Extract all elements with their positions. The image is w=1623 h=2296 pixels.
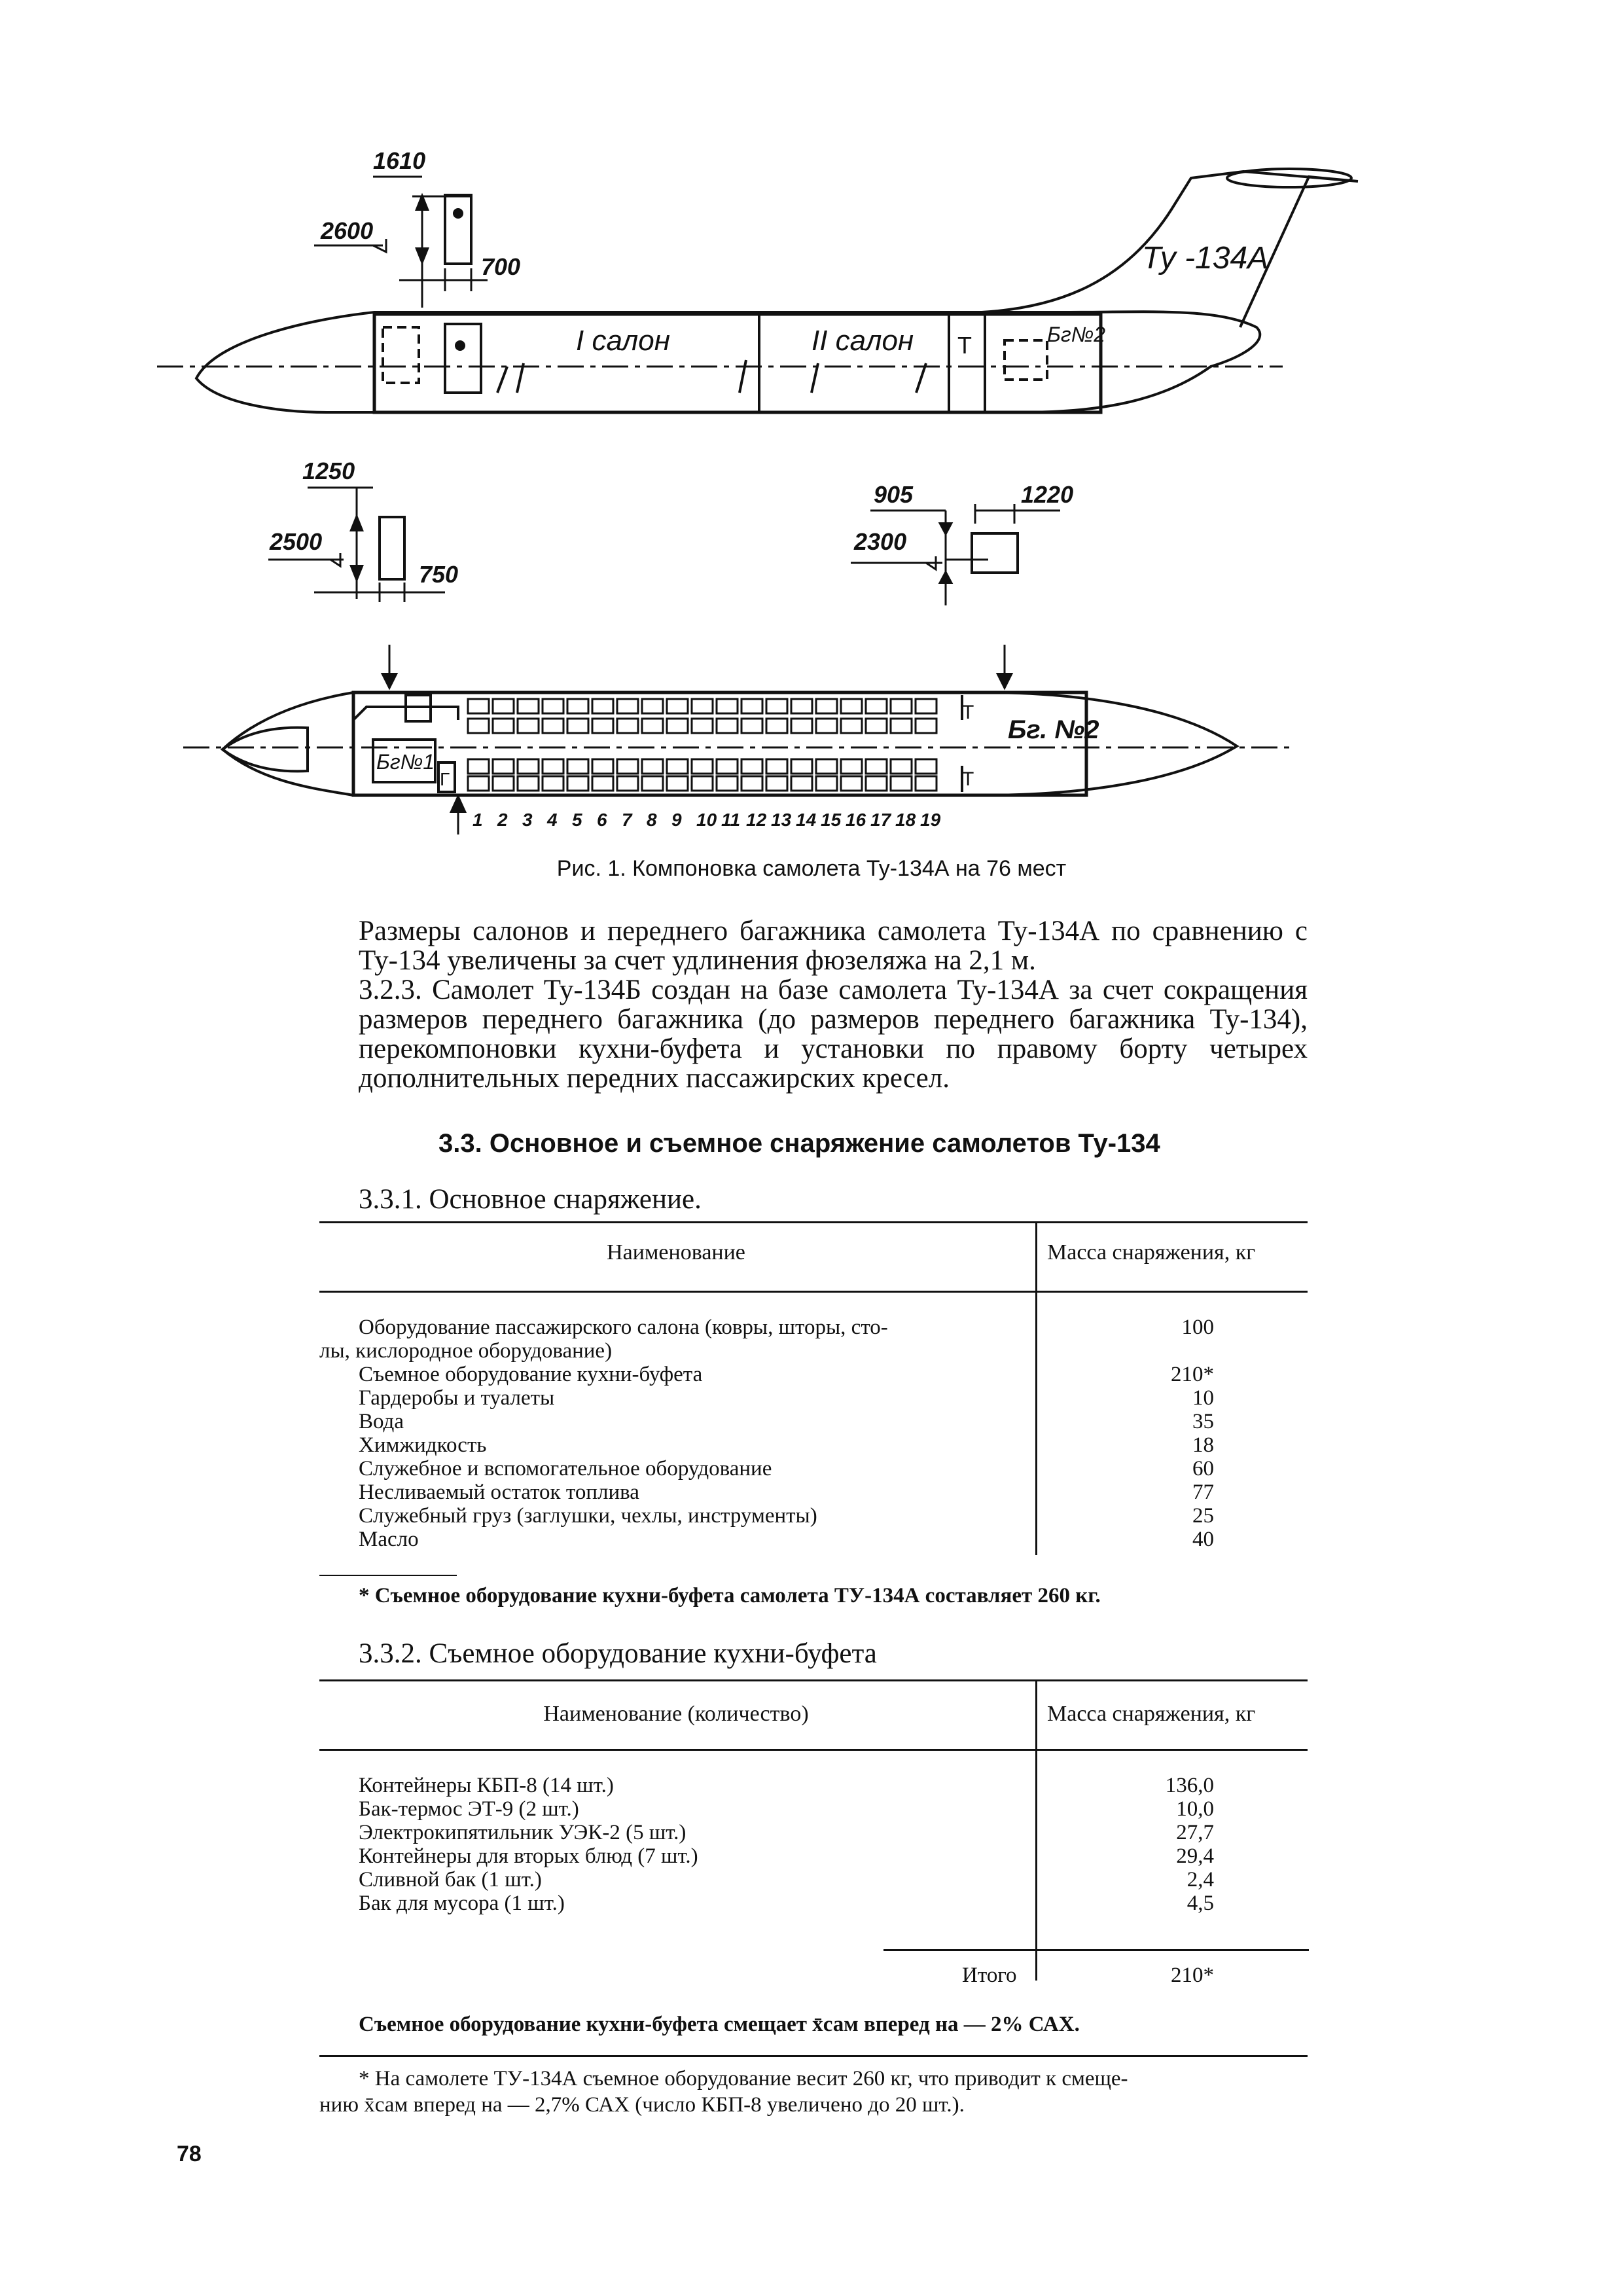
table-row	[319, 1386, 1308, 1410]
row-number: 18	[895, 810, 916, 830]
seat	[866, 776, 887, 791]
table1-top-rule	[319, 1221, 1308, 1223]
table-cell-value: 2,4	[1186, 1868, 1214, 1892]
seat	[468, 759, 489, 774]
seat	[791, 719, 812, 733]
seat	[766, 719, 787, 733]
side-dim-width: 700	[481, 253, 521, 280]
table2-col-mass: Масса снаряжения, кг	[1047, 1702, 1256, 1726]
row-number: 6	[597, 810, 607, 830]
table-row	[319, 1433, 1308, 1457]
seat	[866, 699, 887, 713]
table1-footnote: * Съемное оборудование кухни-буфета самолета ТУ-134А составляет 260 кг.	[359, 1584, 1101, 1607]
seat	[866, 759, 887, 774]
row-number: 4	[547, 810, 558, 830]
seat	[567, 776, 588, 791]
seat	[518, 776, 539, 791]
seat	[667, 759, 688, 774]
seat	[592, 776, 613, 791]
aircraft-layout-figure	[0, 0, 1623, 870]
seat	[816, 699, 837, 713]
door2-dim-height: 2300	[854, 528, 907, 555]
seat	[891, 759, 912, 774]
table1-heading: 3.3.1. Основное снаряжение.	[359, 1184, 702, 1215]
seat	[916, 759, 936, 774]
side-baggage2-label: Бг№2	[1047, 323, 1106, 346]
seat	[642, 719, 663, 733]
table-row	[319, 1821, 1308, 1844]
seat	[891, 719, 912, 733]
table-cell-name: Электрокипятильник УЭК-2 (5 шт.)	[359, 1821, 687, 1844]
table-cell-value: 10,0	[1176, 1797, 1214, 1821]
seat	[518, 699, 539, 713]
table-row	[319, 1504, 1308, 1528]
seat	[592, 719, 613, 733]
table-cell-name: Гардеробы и туалеты	[359, 1386, 555, 1410]
plan-view	[183, 645, 1296, 834]
table1-col-name: Наименование	[607, 1240, 745, 1265]
table-cell-value: 18	[1192, 1433, 1214, 1457]
table-row	[319, 1457, 1308, 1480]
table2-foot-rule	[319, 2055, 1308, 2057]
seat	[741, 776, 762, 791]
seat	[741, 699, 762, 713]
plan-galley-label: Г	[440, 769, 450, 789]
seat	[841, 759, 862, 774]
side-dim-top: 1610	[373, 147, 426, 174]
table2-total-rule	[883, 1949, 1309, 1951]
table-cell-name: Вода	[359, 1410, 404, 1433]
seat	[543, 719, 563, 733]
seat	[617, 759, 638, 774]
table-cell-name: Бак для мусора (1 шт.)	[359, 1892, 565, 1915]
seat	[891, 699, 912, 713]
table-cell-name: Оборудование пассажирского салона (ковры, шторы, сто-	[359, 1316, 888, 1339]
seat	[692, 719, 713, 733]
seat	[543, 759, 563, 774]
table2-heading: 3.3.2. Съемное оборудование кухни-буфета	[359, 1638, 877, 1669]
seat	[791, 776, 812, 791]
table-cell-value: 29,4	[1176, 1844, 1214, 1868]
seat	[916, 776, 936, 791]
door1-dim-width: 750	[419, 561, 459, 588]
side-toilet-label: Т	[957, 332, 972, 359]
table1-body	[319, 1316, 1308, 1551]
section-title: 3.3. Основное и съемное снаряжение самолетов Ту-134	[438, 1129, 1160, 1158]
table-cell-value: 100	[1181, 1316, 1214, 1339]
seat	[493, 699, 514, 713]
table-cell-value: 40	[1192, 1528, 1214, 1551]
table2-footnote-1: * На самолете ТУ-134А съемное оборудование весит 260 кг, что приводит к смеще-	[359, 2067, 1128, 2090]
table2-footnote-2: нию x̄сам вперед на — 2,7% САХ (число КБП-8 увеличено до 20 шт.).	[319, 2093, 965, 2117]
table2-body	[319, 1774, 1308, 1915]
table2-total-label: Итого	[962, 1964, 1017, 1987]
seat	[493, 776, 514, 791]
table-row	[319, 1480, 1308, 1504]
row-number: 3	[522, 810, 533, 830]
seat	[642, 699, 663, 713]
table-cell-name: Сливной бак (1 шт.)	[359, 1868, 542, 1892]
seat	[741, 719, 762, 733]
seat	[717, 699, 738, 713]
page-number: 78	[177, 2142, 202, 2166]
seat	[717, 719, 738, 733]
seat	[717, 759, 738, 774]
table-row	[319, 1410, 1308, 1433]
table1-head-rule	[319, 1291, 1308, 1293]
seat	[468, 776, 489, 791]
paragraph-2: 3.2.3. Самолет Ту-134Б создан на базе самолета Ту-134А за счет сокращения размеров переднего багажника (до размеров переднего багажника Ту-134), перекомпоновки кухни-буфета и установки по правому борту четырех дополнительных передних пассажирских кресел.	[359, 975, 1308, 1094]
table-cell-name: Бак-термос ЭТ-9 (2 шт.)	[359, 1797, 579, 1821]
seat	[916, 699, 936, 713]
seat	[617, 719, 638, 733]
seat	[617, 776, 638, 791]
table-cell-value: 136,0	[1165, 1774, 1214, 1797]
door-detail-2	[851, 481, 1073, 605]
paragraph-1: Размеры салонов и переднего багажника самолета Ту-134А по сравнению с Ту-134 увеличены за счет удлинения фюзеляжа на 2,1 м.	[359, 916, 1308, 976]
seat	[468, 699, 489, 713]
seat	[717, 776, 738, 791]
side-tail-label: Ту -134А	[1142, 241, 1269, 276]
seat	[567, 719, 588, 733]
seat	[667, 776, 688, 791]
seat	[816, 719, 837, 733]
table-cell-name: Съемное оборудование кухни-буфета	[359, 1363, 703, 1386]
door1-dim-height: 2500	[270, 528, 323, 555]
table-cell-name: Несливаемый остаток топлива	[359, 1480, 639, 1504]
table-cell-name: Служебный груз (заглушки, чехлы, инструменты)	[359, 1504, 817, 1528]
row-number: 10	[696, 810, 717, 830]
door2-dim-width: 1220	[1021, 481, 1074, 508]
table2-total-value: 210*	[1171, 1964, 1214, 1987]
table-cell-value: 4,5	[1186, 1892, 1214, 1915]
row-number: 15	[821, 810, 842, 830]
seat	[567, 759, 588, 774]
seat	[816, 759, 837, 774]
plan-baggage2-label: Бг. №2	[1008, 715, 1099, 744]
seat	[543, 699, 563, 713]
side-view	[157, 147, 1358, 412]
table-cell-name: лы, кислородное оборудование)	[319, 1339, 613, 1363]
seat	[667, 699, 688, 713]
table-cell-name: Химжидкость	[359, 1433, 487, 1457]
seat	[493, 759, 514, 774]
table-row	[319, 1339, 1308, 1363]
seat	[692, 699, 713, 713]
seat	[567, 699, 588, 713]
side-cabin-outline	[374, 314, 1101, 412]
seat	[692, 776, 713, 791]
side-cabin1-label: I салон	[576, 325, 670, 357]
seat	[592, 759, 613, 774]
row-number: 11	[721, 810, 741, 830]
seat	[841, 776, 862, 791]
seat	[642, 759, 663, 774]
table-cell-value: 210*	[1171, 1363, 1214, 1386]
row-number: 1	[473, 810, 483, 830]
row-number: 16	[846, 810, 866, 830]
seat	[692, 759, 713, 774]
seat	[642, 776, 663, 791]
row-number: 12	[746, 810, 767, 830]
figure-caption: Рис. 1. Компоновка самолета Ту-134А на 76 мест	[556, 856, 1067, 881]
row-number: 13	[771, 810, 792, 830]
seat	[617, 699, 638, 713]
seat	[816, 776, 837, 791]
seat	[518, 759, 539, 774]
seat	[667, 719, 688, 733]
table-cell-name: Служебное и вспомогательное оборудование	[359, 1457, 772, 1480]
side-dim-height: 2600	[321, 217, 374, 244]
table-cell-value: 27,7	[1176, 1821, 1214, 1844]
seat	[592, 699, 613, 713]
table-cell-value: 25	[1192, 1504, 1214, 1528]
table-row	[319, 1797, 1308, 1821]
table-cell-name: Масло	[359, 1528, 419, 1551]
seat	[916, 719, 936, 733]
row-number: 14	[796, 810, 817, 830]
door1-dim-top: 1250	[302, 457, 355, 484]
table2-shift-note: Съемное оборудование кухни-буфета смещает x̄сам вперед на — 2% САХ.	[359, 2013, 1080, 2036]
seat	[766, 759, 787, 774]
seat	[741, 759, 762, 774]
row-number: 5	[572, 810, 582, 830]
table-cell-value: 77	[1192, 1480, 1214, 1504]
table2-col-name: Наименование (количество)	[543, 1702, 809, 1726]
seat	[543, 776, 563, 791]
row-number: 8	[647, 810, 657, 830]
side-door-sketch	[445, 195, 471, 264]
door2-dim-top: 905	[874, 481, 914, 508]
row-number: 2	[497, 810, 508, 830]
seat	[518, 719, 539, 733]
seat	[866, 719, 887, 733]
table1-foot-rule	[319, 1575, 457, 1576]
table-cell-value: 10	[1192, 1386, 1214, 1410]
seat	[468, 719, 489, 733]
plan-cabin-outline	[353, 692, 1086, 795]
table-row	[319, 1892, 1308, 1915]
seat	[841, 719, 862, 733]
table-cell-name: Контейнеры КБП-8 (14 шт.)	[359, 1774, 614, 1797]
table-row	[319, 1528, 1308, 1551]
side-cabin2-label: II салон	[812, 325, 914, 357]
seat	[766, 699, 787, 713]
table-row	[319, 1316, 1308, 1339]
seat	[766, 776, 787, 791]
table-cell-value: 35	[1192, 1410, 1214, 1433]
seat	[493, 719, 514, 733]
table-row	[319, 1363, 1308, 1386]
plan-baggage1-label: Бг№1	[376, 750, 435, 774]
seat	[891, 776, 912, 791]
table-row	[319, 1844, 1308, 1868]
plan-toilet-lower: Т	[962, 768, 974, 790]
table2-head-rule	[319, 1749, 1308, 1751]
seat	[791, 699, 812, 713]
seat	[841, 699, 862, 713]
table-cell-value: 60	[1192, 1457, 1214, 1480]
table-cell-name: Контейнеры для вторых блюд (7 шт.)	[359, 1844, 698, 1868]
row-number: 9	[671, 810, 682, 830]
table-row	[319, 1774, 1308, 1797]
table1-col-mass: Масса снаряжения, кг	[1047, 1240, 1256, 1265]
row-number: 7	[622, 810, 632, 830]
plan-toilet-upper: Т	[962, 702, 974, 723]
door-detail-1	[268, 457, 458, 602]
table2-top-rule	[319, 1679, 1308, 1681]
table-row	[319, 1868, 1308, 1892]
row-number: 19	[920, 810, 941, 830]
seat	[791, 759, 812, 774]
row-number: 17	[870, 810, 891, 830]
